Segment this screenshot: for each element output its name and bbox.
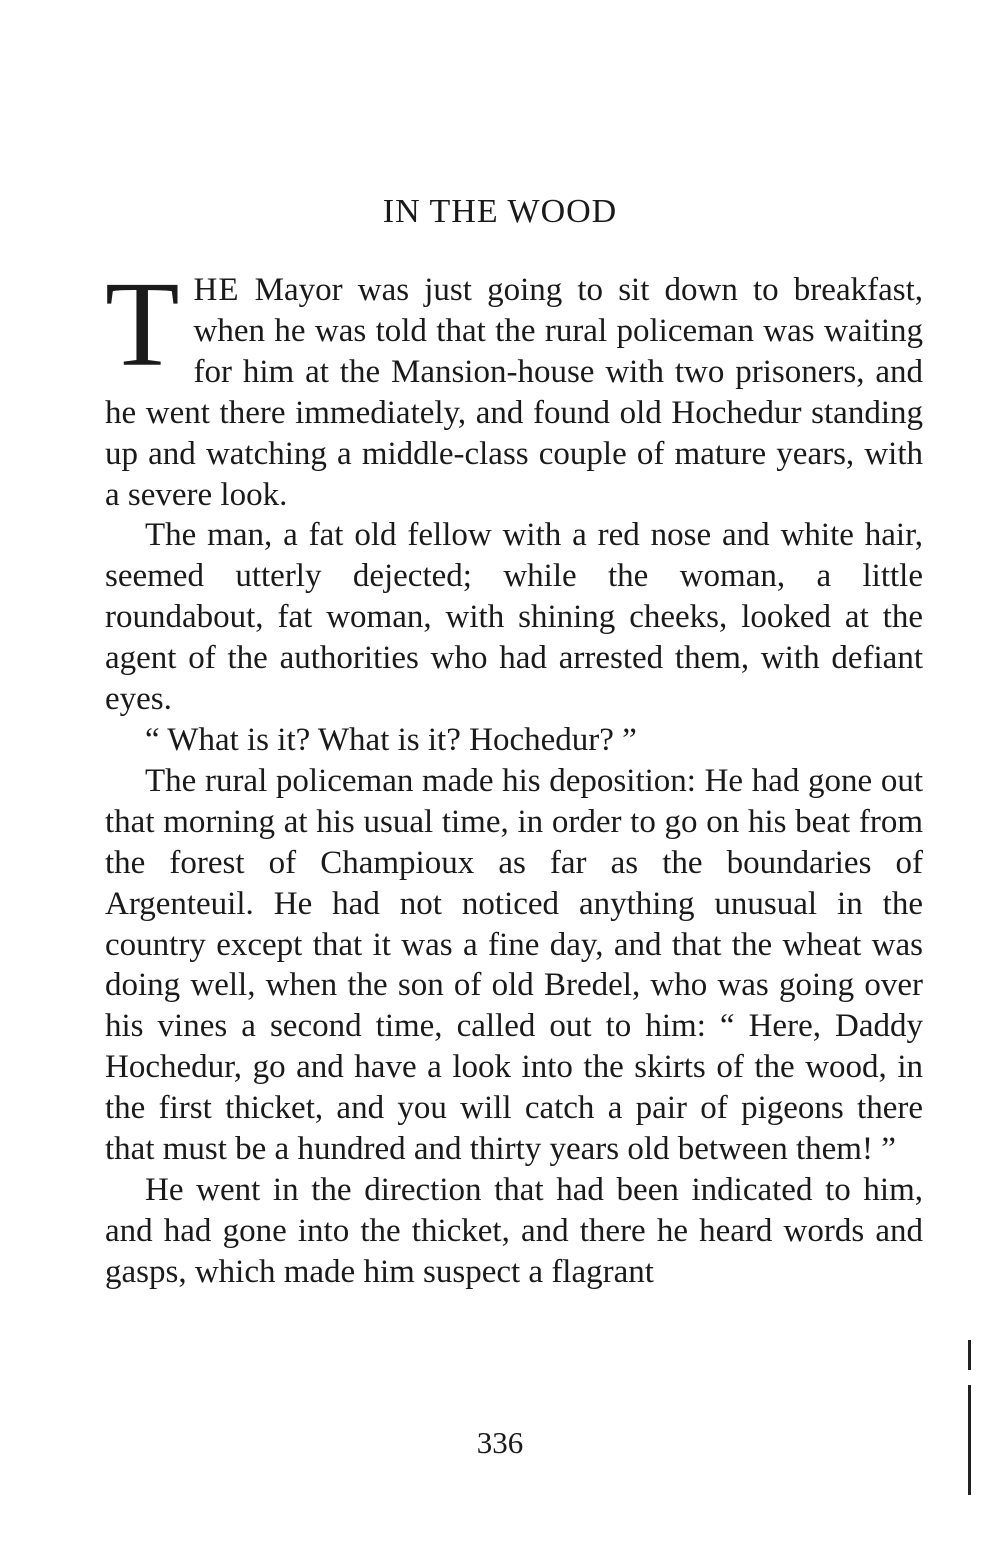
paragraph-1-text: Mayor was just going to sit down to breakfast, when he was told that the rural policeman was waiting for him at the Mansion-house with two prisoners, and he went there immediately, and found old Hochedur standing up and watching a middle-class couple of mature years, with a severe look. (105, 272, 923, 513)
body-text (105, 257, 923, 1293)
paragraph-5: He went in the direction that had been indicated to him, and had gone into the thicket, and there he heard words and gasps, which made him suspect a flagrant (105, 1171, 923, 1290)
paragraph-4: The rural policeman made his deposition: He had gone out that morning at his usual time, in order to go on his beat from the forest of Champioux as far as the boundaries of Argenteuil. He had not noticed anything unusual in the country except that it was a fine day, and that the wheat was doing well, when the son of old Bredel, who was going over his vines a second time, called out to him: “ Here, Daddy Hochedur, go and have a look into the skirts of the wood, in the first thicket, and you will catch a pair of pigeons there that must be a hundred and thirty years old between them! ” (105, 762, 923, 1168)
paragraph-3: “ What is it? What is it? Hochedur? ” (145, 721, 637, 758)
scan-margin-mark (968, 1340, 971, 1370)
paragraph-1 (105, 257, 923, 515)
paragraph-2: The man, a fat old fellow with a red nose and white hair, seemed utterly dejected; while the woman, a little roundabout, fat woman, with shining cheeks, looked at the agent of the authorities who had arrested them, with defiant eyes. (105, 517, 923, 718)
scan-margin-mark (968, 1385, 971, 1495)
drop-cap: T (105, 257, 180, 392)
page-number: 336 (476, 1425, 524, 1460)
chapter-title: IN THE WOOD (382, 193, 618, 230)
lead-caps: HE (193, 272, 240, 308)
